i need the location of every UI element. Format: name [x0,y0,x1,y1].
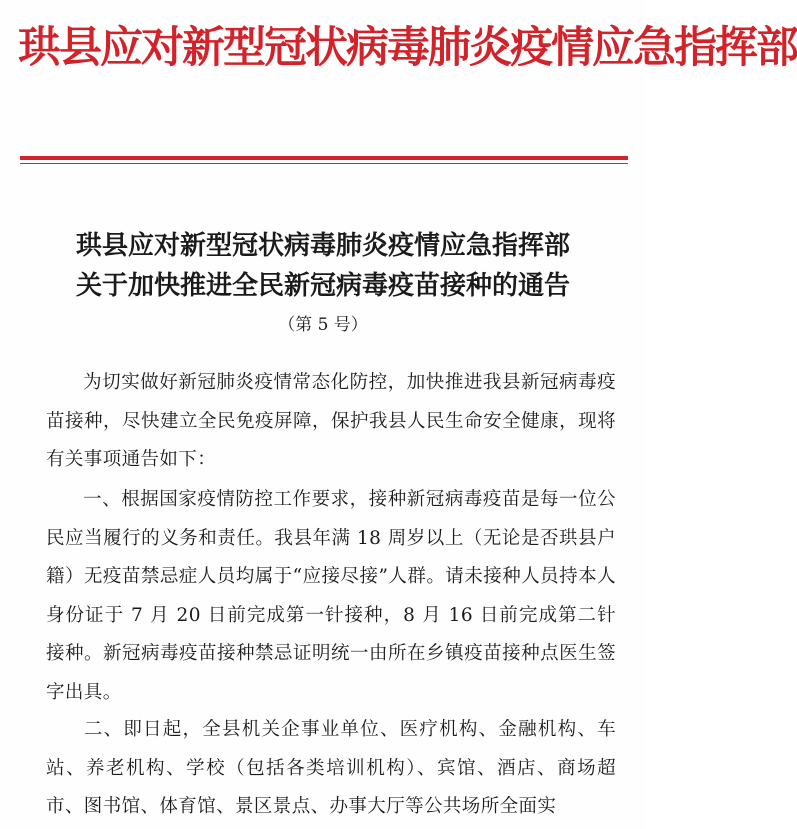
paragraph-intro-text: 为切实做好新冠肺炎疫情常态化防控，加快推进我县新冠病毒疫苗接种，尽快建立全民免疫屏障，保护我县人民生命安全健康，现将有关事项通告如下： [46,372,616,470]
paragraph-item-1 [46,481,616,712]
masthead-rule-thin [20,163,628,164]
masthead-rule-thick [20,156,628,160]
document-number: （第 5 号） [278,315,368,335]
document-title-line-2: 关于加快推进全民新冠病毒疫苗接种的通告 [75,271,570,301]
masthead-title: 珙县应对新型冠状病毒肺炎疫情应急指挥部 [18,23,797,73]
document-title-line-1: 珙县应对新型冠状病毒肺炎疫情应急指挥部 [75,231,570,261]
paragraph-item-1-text: 一、根据国家疫情防控工作要求，接种新冠病毒疫苗是每一位公民应当履行的义务和责任。我县年满 18 周岁以上（无论是否珙县户籍）无疫苗禁忌症人员均属于“应接尽接”人群。请未接种人员持本人身份证于 7 月 20 日前完成第一针接种，8 月 16 日前完成第二针接种。新冠病毒疫苗接种禁忌证明统一由所在乡镇疫苗接种点医生签字出具。 [46,489,616,703]
paragraph-item-2-text: 二、即日起，全县机关企事业单位、医疗机构、金融机构、车站、养老机构、学校（包括各类培训机构）、宾馆、酒店、商场超市、图书馆、体育馆、景区景点、办事大厅等公共场所全面实 [46,719,616,817]
paragraph-item-2 [46,711,616,827]
paragraph-intro [46,364,616,480]
